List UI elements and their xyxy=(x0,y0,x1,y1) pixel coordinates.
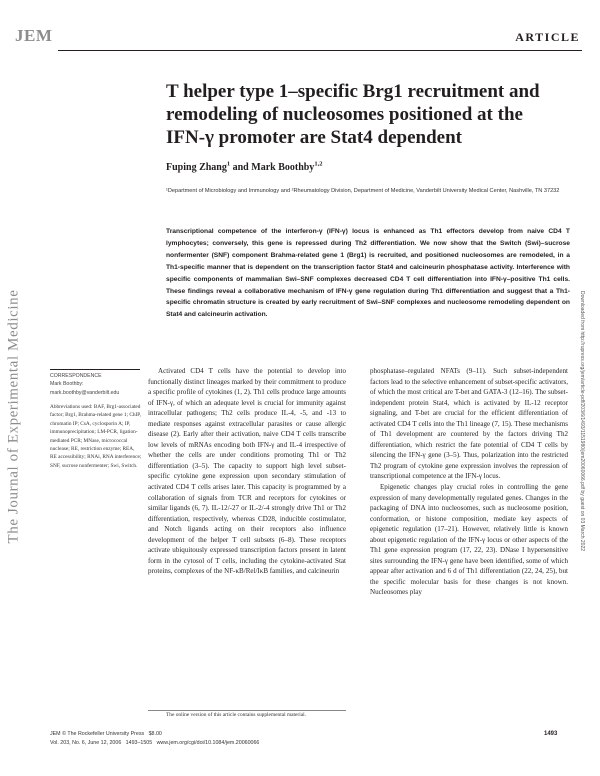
correspondence-heading: CORRESPONDENCE xyxy=(50,373,102,379)
author-affiliation-mark: 1,2 xyxy=(314,160,323,168)
body-paragraph: Activated CD4 T cells have the potential to develop into functionally distinct lineages marked by their commitment to produce a specific profile of cytokines (1, 2). Th1 cells produce large amounts of IFN-γ, of which an adequate level is crucial for immunity against intracellular pathogens; Th2 cells produce IL-4, -5, and -13 to mediate responses against extracellular parasites or cause allergic disease (2). Early after their activation, naive CD4 T cells transcribe low levels of mRNAs encoding both IFN-γ and IL-4 irrespective of whether the cells are under conditions promoting Th1 or Th2 differentiation (3–5). The capacity to support high level subset-specific cytokine gene expression upon secondary stimulation of activated CD4 T cells arises later. This capacity is programmed by a collaboration of signals from TCR and receptors for cytokines or similar ligands (6, 7). IL-12/-27 or IL-2/-4 strongly drive Th1 or Th2 differentiation, respectively, whereas CD28, inducible costimulator, and Notch ligands acting on their receptors also influence development of the helper T cell subsets (6–8). These receptors activate ubiquitously expressed transcription factors present in latent form in the cytosol of T cells, including the cytokine-activated Stat proteins, complexes of the NF-κB/Rel/IκB families, and calcineurin xyxy=(148,367,346,576)
sidebar-rule xyxy=(50,369,140,370)
body-column-right xyxy=(370,366,568,598)
page-number: 1493 xyxy=(544,731,558,737)
abstract: Transcriptional competence of the interferon-γ (IFN-γ) locus is enhanced as Th1 effectors develop from naive CD4 T lymphocytes; conversely, this gene is repressed during Th2 differentiation. We now show that the Switch (Swi)–sucrose nonfermenter (SNF) component Brahma-related gene 1 (Brg1) is recruited, and positioned nucleosomes are remodeled, in a Th1-specific manner that is dependent on the transcription factor Stat4 and calcineurin phosphatase activity. Interference with specific components of mammalian Swi–SNF complexes decreased CD4 T cell differentiation into IFN-γ–positive Th1 cells. These findings reveal a collaborative mechanism of IFN-γ gene regulation during Th1 differentiation and suggest that a Th1-specific chromatin structure is created by early recruitment of Swi–SNF complexes and nucleosome remodeling dependent on Stat4 and calcineurin activation. xyxy=(166,228,570,319)
author-affiliation-mark: 1 xyxy=(226,160,231,168)
affiliations: ¹Department of Microbiology and Immunology and ²Rheumatology Division, Department of Medicine, Vanderbilt University Medical Center, Nashville, TN 37232 xyxy=(166,188,560,194)
author-name: Mark Boothby xyxy=(251,162,315,173)
body-column-left xyxy=(148,366,346,577)
body-paragraph: Epigenetic changes play crucial roles in controlling the gene expression of many developmentally regulated genes. Changes in the packaging of DNA into nucleosomes, such as nucleosome position, conformation, or histone composition, mediate key aspects of epigenetic regulation (17–21). However, relatively little is known about epigenetic regulation of the IFN-γ locus or other aspects of the Th1 gene expression program (17, 22, 23). DNase I hypersensitive sites surrounding the IFN-γ gene have been identified, some of which appear after activation and 6 d of Th1 differentiation (22, 24, 25), but the specific molecular basis for these changes is not known. Nucleosomes play xyxy=(370,483,568,597)
correspondence-email[interactable]: mark.boothby@vanderbilt.edu xyxy=(50,389,120,396)
article-type-label: ARTICLE xyxy=(515,30,580,44)
footnote: The online version of this article contains supplemental material. xyxy=(166,712,306,718)
footer-citation: Vol. 203, No. 6, June 12, 2006 1493–1505 www.jem.org/cgi/doi/10.1084/jem.20060066 xyxy=(50,740,260,746)
correspondence-name: Mark Boothby: xyxy=(50,381,84,388)
footer-journal-info: JEM © The Rockefeller University Press $8.00 xyxy=(50,731,162,737)
journal-side-title: The Journal of Experimental Medicine xyxy=(5,289,22,544)
author-conjunction: and xyxy=(230,162,252,173)
article-title: T helper type 1–specific Brg1 recruitment and remodeling of nucleosomes positioned at the IFN-γ promoter are Stat4 dependent xyxy=(166,81,540,148)
correspondence-block xyxy=(50,372,142,397)
header-rule xyxy=(58,50,582,51)
abbreviations: Abbreviations used: BAF, Brg1-associated factor; Brg1, Brahma-related gene 1; ChIP, chromatin IP; CsA, cyclosporin A; IP, immunoprecipitation; LM-PCR, ligation-mediated PCR; MNase, micrococcal nuclease; RE, restriction enzyme; REA, RE accessibility; RNAi, RNA interference; SNF, sucrose nonfermenter; Swi, Switch. xyxy=(50,404,142,469)
footnote-rule xyxy=(148,710,346,711)
download-note: Downloaded from http://rupress.org/jem/article-pdf/203/6/1493/1151980/jem20060066.pdf by guest on 03 March 2022 xyxy=(579,290,585,552)
journal-logo: JEM xyxy=(15,26,53,45)
author-name: Fuping Zhang xyxy=(166,162,227,173)
body-paragraph: phosphatase–regulated NFATs (9–11). Such subset-independent factors lead to the selective enhancement of subset-specific activators, of which the most critical are T-bet and GATA-3 (12–16). The subset-independent protein Stat4, which is activated by IL-12 receptor signaling, and T-bet are crucial for the efficient differentiation of activated CD4 T cells into the Th1 lineage (7, 15). These mechanisms of Th1 development are countered by the factors driving Th2 differentiation, which restrict the fate potential of CD4 T cells by silencing the IFN-γ gene (3–5). Thus, polarization into the restricted Th2 program of cytokine gene expression involves the repression of transcriptional competence at the IFN-γ locus. xyxy=(370,367,568,481)
author-list xyxy=(166,162,322,173)
